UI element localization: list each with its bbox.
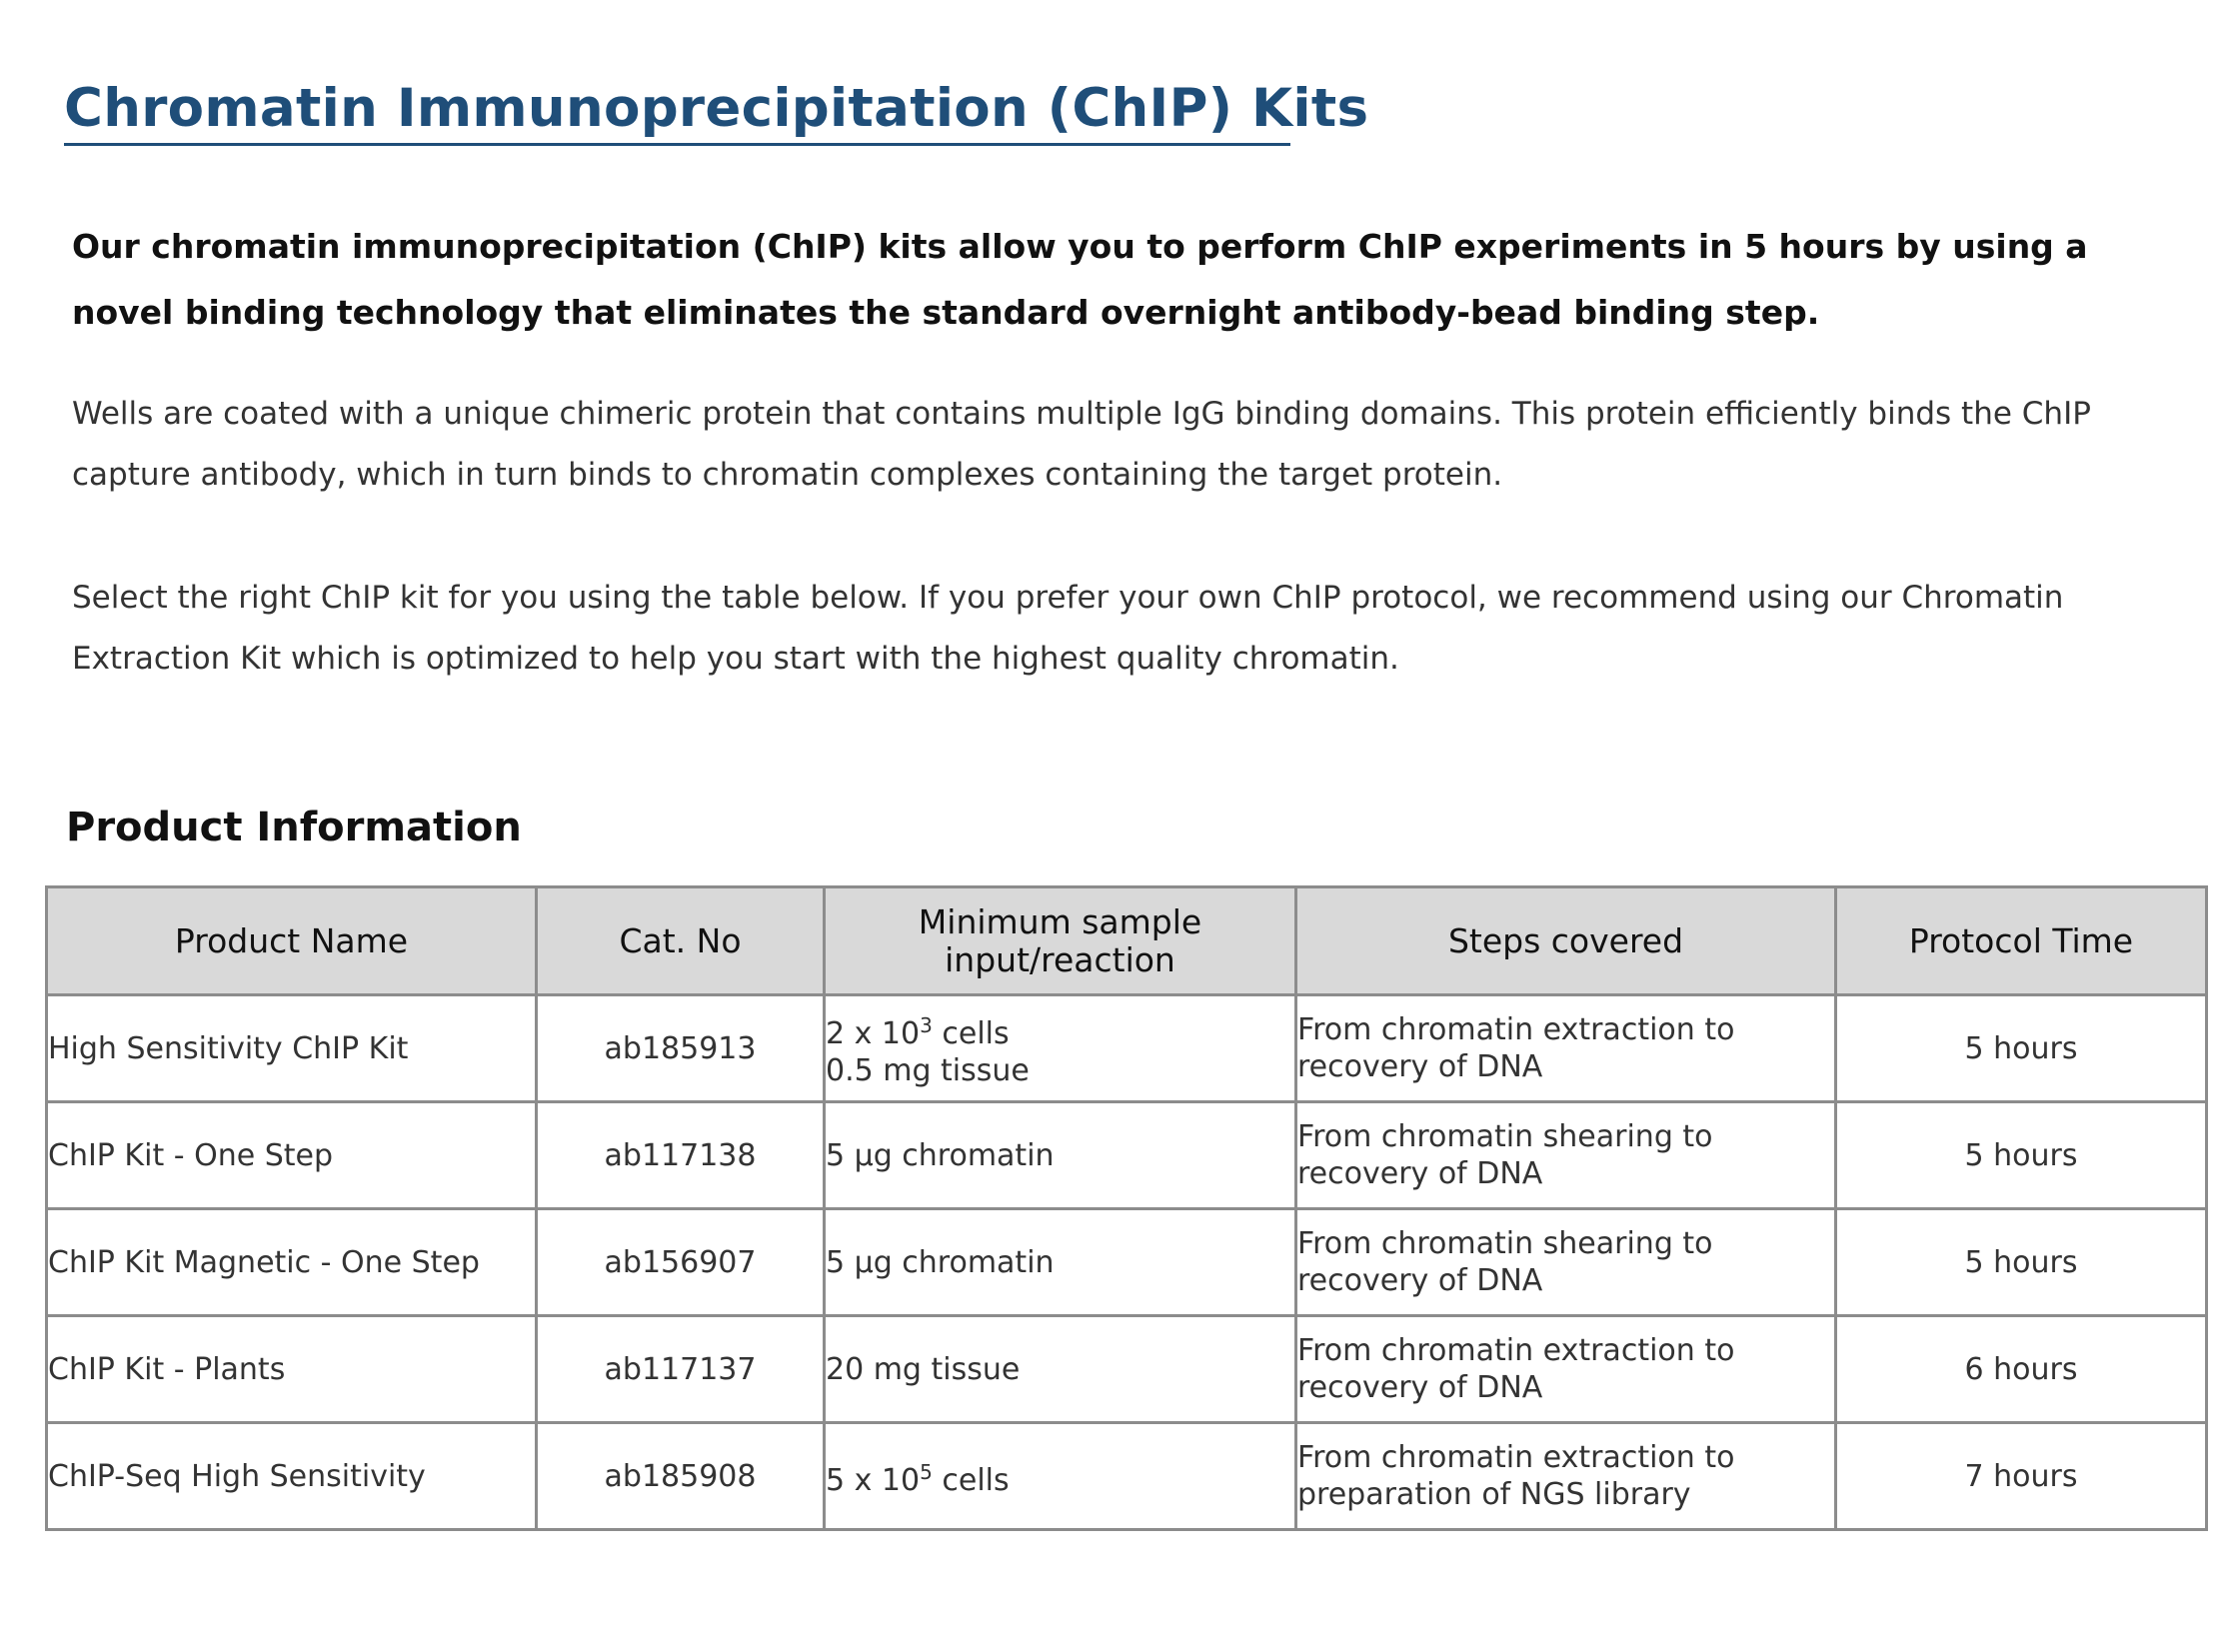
table-row xyxy=(47,1316,2207,1423)
protocol-time-cell: 7 hours xyxy=(1836,1423,2207,1530)
product-name-cell: ChIP Kit - Plants xyxy=(47,1316,537,1423)
steps-line2: recovery of DNA xyxy=(1297,1156,1543,1191)
steps-cell xyxy=(1296,1423,1836,1530)
header-min-input xyxy=(825,887,1296,995)
min-input-unit: cells xyxy=(932,1016,1010,1051)
cat-no-cell: ab156907 xyxy=(537,1209,825,1316)
header-product-name: Product Name xyxy=(47,887,537,995)
steps-line2: recovery of DNA xyxy=(1297,1370,1543,1405)
steps-line2: recovery of DNA xyxy=(1297,1049,1543,1084)
header-min-input-line1: Minimum sample xyxy=(918,901,1202,941)
steps-line1: From chromatin shearing to xyxy=(1297,1119,1713,1154)
selection-guidance-paragraph: Select the right ChIP kit for you using the table below. If you prefer your own ChIP protocol, we recommend using our Chromatin Extraction Kit which is optimized to help you start with the highest quality chromatin. xyxy=(72,580,2064,677)
header-steps: Steps covered xyxy=(1296,887,1836,995)
min-input-base: 2 x 10 xyxy=(826,1016,921,1051)
cat-no-cell: ab185908 xyxy=(537,1423,825,1530)
min-input-base: 5 x 10 xyxy=(826,1462,921,1498)
min-input-cell: 5 µg chromatin xyxy=(825,1102,1296,1209)
steps-line1: From chromatin extraction to xyxy=(1297,1333,1735,1368)
min-input-cell: 5 µg chromatin xyxy=(825,1209,1296,1316)
min-input-exponent: 3 xyxy=(920,1013,933,1037)
steps-cell xyxy=(1296,1209,1836,1316)
min-input-line2: 0.5 mg tissue xyxy=(826,1053,1030,1088)
header-cat-no: Cat. No xyxy=(537,887,825,995)
title-underline xyxy=(64,143,1290,146)
steps-line1: From chromatin extraction to xyxy=(1297,1012,1735,1047)
min-input-exponent: 5 xyxy=(920,1459,933,1484)
product-table xyxy=(45,885,2208,1531)
min-input-cell xyxy=(825,995,1296,1102)
steps-line2: recovery of DNA xyxy=(1297,1263,1543,1298)
min-input-unit: cells xyxy=(932,1462,1010,1498)
cat-no-cell: ab117137 xyxy=(537,1316,825,1423)
table-row xyxy=(47,1423,2207,1530)
steps-line2: preparation of NGS library xyxy=(1297,1477,1691,1512)
product-name-cell: ChIP Kit - One Step xyxy=(47,1102,537,1209)
steps-cell xyxy=(1296,995,1836,1102)
cat-no-cell: ab185913 xyxy=(537,995,825,1102)
steps-cell xyxy=(1296,1102,1836,1209)
section-heading: Product Information xyxy=(66,805,522,850)
cat-no-cell: ab117138 xyxy=(537,1102,825,1209)
steps-line1: From chromatin extraction to xyxy=(1297,1440,1735,1475)
product-name-cell: ChIP Kit Magnetic - One Step xyxy=(47,1209,537,1316)
table-row xyxy=(47,995,2207,1102)
protocol-time-cell: 6 hours xyxy=(1836,1316,2207,1423)
product-name-cell: ChIP-Seq High Sensitivity xyxy=(47,1423,537,1530)
steps-cell xyxy=(1296,1316,1836,1423)
min-input-cell xyxy=(825,1423,1296,1530)
protocol-time-cell: 5 hours xyxy=(1836,1209,2207,1316)
table-row xyxy=(47,1209,2207,1316)
header-min-input-line2: input/reaction xyxy=(945,939,1175,979)
protocol-time-cell: 5 hours xyxy=(1836,995,2207,1102)
min-input-line1 xyxy=(826,1007,1294,1052)
page-title: Chromatin Immunoprecipitation (ChIP) Kits xyxy=(64,78,1369,139)
protocol-time-cell: 5 hours xyxy=(1836,1102,2207,1209)
min-input-cell: 20 mg tissue xyxy=(825,1316,1296,1423)
steps-line1: From chromatin shearing to xyxy=(1297,1226,1713,1261)
table-row xyxy=(47,1102,2207,1209)
product-name-cell: High Sensitivity ChIP Kit xyxy=(47,995,537,1102)
table-header-row xyxy=(47,887,2207,995)
header-protocol-time: Protocol Time xyxy=(1836,887,2207,995)
lead-paragraph: Our chromatin immunoprecipitation (ChIP) kits allow you to perform ChIP experiments in 5 hours by using a novel binding technology that eliminates the standard overnight antibody-bead binding step. xyxy=(72,227,2088,332)
min-input-line1 xyxy=(826,1454,1294,1499)
description-paragraph: Wells are coated with a unique chimeric protein that contains multiple IgG binding domains. This protein efficiently binds the ChIP capture antibody, which in turn binds to chromatin complexes containing the target protein. xyxy=(72,396,2091,493)
